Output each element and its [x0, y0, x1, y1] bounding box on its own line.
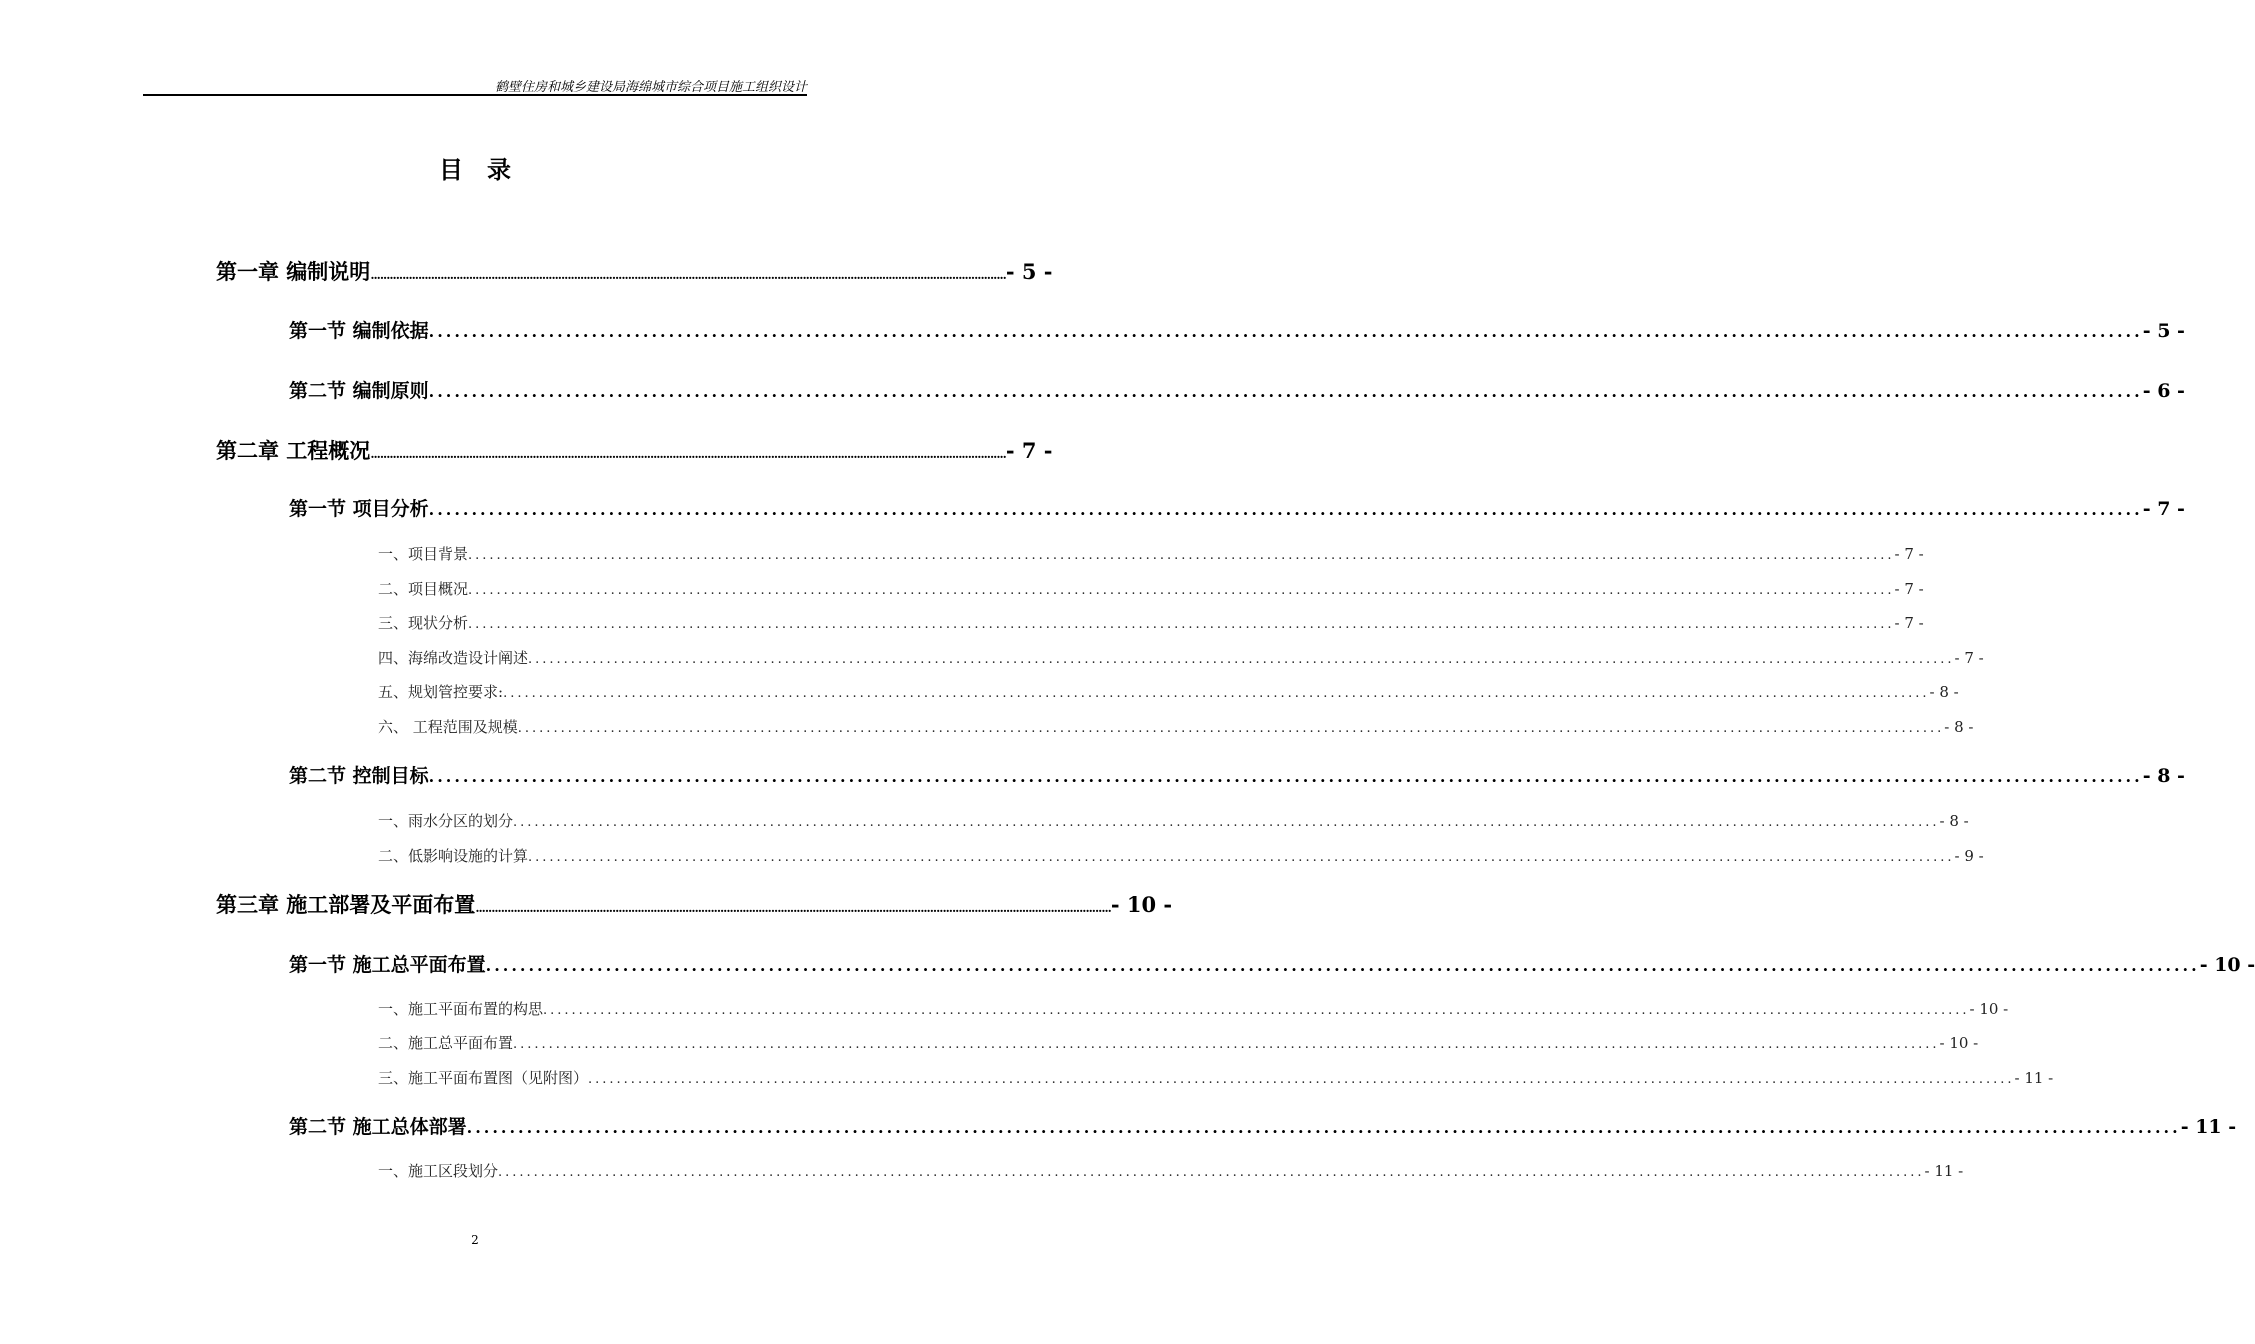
toc-entry-label: 一、施工区段划分	[378, 1162, 499, 1180]
toc-entry-label: 六、 工程范围及规模	[378, 718, 518, 736]
toc-entry-page: - 11 -	[1924, 1162, 1964, 1180]
toc-title: 目 录	[439, 155, 511, 184]
toc-dot-leader: ........................................................................................................................................................................................................	[528, 850, 1955, 865]
toc-entry-label: 第二节 控制目标	[289, 765, 429, 787]
toc-entry-level2[interactable]	[289, 376, 2185, 404]
toc-entry-label: 一、项目背景	[378, 545, 469, 563]
toc-entry-label: 二、施工总平面布置	[378, 1034, 514, 1052]
toc-dot-leader: ........................................................................................................................................................................................................	[370, 268, 1006, 282]
toc-entry-label: 三、现状分析	[378, 614, 469, 632]
toc-entry-page: - 10 -	[1110, 892, 1173, 917]
toc-entry-page: - 10 -	[2199, 954, 2255, 976]
toc-entry-level3[interactable]	[378, 647, 1984, 669]
toc-entry-label: 第二节 编制原则	[289, 380, 429, 402]
toc-entry-page: - 7 -	[2142, 498, 2185, 520]
toc-entry-level2[interactable]	[289, 950, 2255, 978]
toc-entry-page: - 9 -	[1954, 847, 1984, 865]
page-header	[143, 74, 807, 96]
toc-entry-page: - 8 -	[2142, 765, 2185, 787]
toc-dot-leader: ........................................................................................................................................................................................................	[428, 382, 2143, 401]
toc-entry-level3[interactable]	[378, 1067, 2054, 1089]
toc-dot-leader: ........................................................................................................................................................................................................	[428, 767, 2143, 786]
toc-entry-page: - 6 -	[2142, 380, 2185, 402]
toc-dot-leader: ........................................................................................................................................................................................................	[468, 548, 1895, 563]
toc-dot-leader: ........................................................................................................................................................................................................	[588, 1072, 2015, 1087]
toc-entry-level3[interactable]	[378, 612, 1924, 634]
toc-dot-leader: ........................................................................................................................................................................................................	[513, 815, 1940, 830]
toc-entry-page: - 7 -	[1894, 580, 1924, 598]
toc-entry-label: 第二节 施工总体部署	[289, 1116, 467, 1138]
toc-dot-leader: ........................................................................................................................................................................................................	[468, 617, 1895, 632]
toc-entry-label: 二、低影响设施的计算	[378, 847, 529, 865]
toc-entry-label: 第一章 编制说明	[216, 259, 371, 284]
toc-dot-leader: ........................................................................................................................................................................................................	[428, 322, 2143, 341]
toc-entry-level3[interactable]	[378, 578, 1924, 600]
toc-entry-level3[interactable]	[378, 998, 2009, 1020]
toc-entry-label: 二、项目概况	[378, 580, 469, 598]
toc-entry-label: 第一节 编制依据	[289, 320, 429, 342]
toc-entry-page: - 8 -	[1929, 683, 1959, 701]
toc-dot-leader: ........................................................................................................................................................................................................	[485, 956, 2200, 975]
toc-entry-page: - 11 -	[2180, 1116, 2237, 1138]
toc-entry-page: - 11 -	[2014, 1069, 2054, 1087]
toc-entry-label: 三、施工平面布置图（见附图）	[378, 1069, 589, 1087]
toc-entry-page: - 8 -	[1939, 812, 1969, 830]
toc-dot-leader: ........................................................................................................................................................................................................	[528, 652, 1955, 667]
toc-entry-page: - 10 -	[1939, 1034, 1979, 1052]
toc-entry-level3[interactable]	[378, 543, 1924, 565]
toc-entry-page: - 8 -	[1944, 718, 1974, 736]
toc-entry-level2[interactable]	[289, 316, 2185, 344]
header-text: 鹤壁住房和城乡建设局海绵城市综合项目施工组织设计	[494, 80, 807, 95]
toc-entry-level3[interactable]	[378, 716, 1974, 738]
toc-entry-page: - 7 -	[1005, 438, 1053, 463]
toc-entry-page: - 7 -	[1894, 614, 1924, 632]
toc-dot-leader: ........................................................................................................................................................................................................	[513, 1037, 1940, 1052]
toc-entry-page: - 10 -	[1969, 1000, 2009, 1018]
toc-entry-level1[interactable]	[216, 435, 1053, 465]
toc-entry-label: 第三章 施工部署及平面布置	[216, 892, 476, 917]
toc-entry-level1[interactable]	[216, 889, 1173, 919]
toc-entry-level1[interactable]	[216, 256, 1053, 286]
toc-entry-label: 第一节 项目分析	[289, 498, 429, 520]
page-number: 2	[471, 1233, 479, 1247]
toc-entry-label: 五、规划管控要求:	[378, 683, 504, 701]
toc-entry-level3[interactable]	[378, 1160, 1964, 1182]
toc-entry-label: 一、雨水分区的划分	[378, 812, 514, 830]
toc-entry-level2[interactable]	[289, 761, 2185, 789]
toc-dot-leader: ........................................................................................................................................................................................................	[543, 1003, 1970, 1018]
toc-entry-label: 第一节 施工总平面布置	[289, 954, 486, 976]
toc-entry-label: 第二章 工程概况	[216, 438, 371, 463]
toc-entry-page: - 5 -	[2142, 320, 2185, 342]
toc-entry-label: 四、海绵改造设计阐述	[378, 649, 529, 667]
toc-dot-leader: ........................................................................................................................................................................................................	[466, 1118, 2181, 1137]
toc-dot-leader: ........................................................................................................................................................................................................	[498, 1165, 1925, 1180]
toc-dot-leader: ........................................................................................................................................................................................................	[468, 583, 1895, 598]
toc-entry-level2[interactable]	[289, 1112, 2237, 1140]
toc-entry-level3[interactable]	[378, 1032, 1979, 1054]
toc-dot-leader: ........................................................................................................................................................................................................	[475, 901, 1111, 915]
toc-entry-page: - 7 -	[1954, 649, 1984, 667]
toc-dot-leader: ........................................................................................................................................................................................................	[370, 447, 1006, 461]
toc-dot-leader: ........................................................................................................................................................................................................	[503, 686, 1930, 701]
toc-entry-page: - 5 -	[1005, 259, 1053, 284]
toc-entry-level3[interactable]	[378, 845, 1984, 867]
toc-dot-leader: ........................................................................................................................................................................................................	[428, 500, 2143, 519]
toc-dot-leader: ........................................................................................................................................................................................................	[517, 721, 1945, 736]
toc-entry-level2[interactable]	[289, 494, 2185, 522]
toc-entry-level3[interactable]	[378, 810, 1969, 832]
toc-entry-label: 一、施工平面布置的构思	[378, 1000, 544, 1018]
toc-entry-level3[interactable]	[378, 681, 1959, 703]
toc-entry-page: - 7 -	[1894, 545, 1924, 563]
